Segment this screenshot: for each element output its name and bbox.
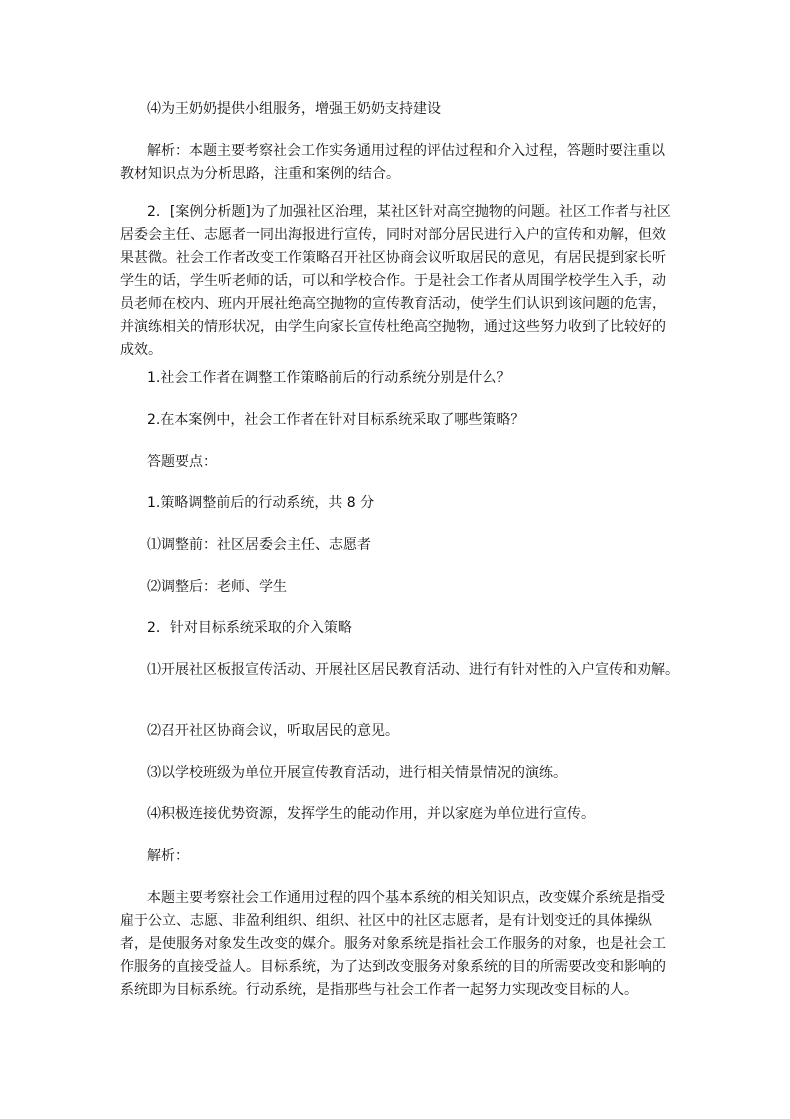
answer-1-title: 1.策略调整前后的行动系统，共 8 分 — [147, 495, 375, 511]
answer-2-item-4: ⑷积极连接优势资源，发挥学生的能动作用，并以家庭为单位进行宣传。 — [147, 806, 595, 822]
answer-1-item-2: ⑵调整后：老师、学生 — [147, 579, 287, 595]
question-1: 1.社会工作者在调整工作策略前后的行动系统分别是什么？ — [147, 370, 511, 386]
case-question-2: 2．[案例分析题]为了加强社区治理，某社区针对高空抛物的问题。社区工作者与社区居委会主任、志愿者一同出海报进行宣传，同时对部分居民进行入户的宣传和劝解，但效果甚微。社会工作者改变工作策略召开社区协商会议听取居民的意见，有居民提到家长听学生的话，学生听老师的话，可以和学校合作。于是社会工作者从周围学校学生入手，动员老师在校内、班内开展社绝高空抛物的宣传教育活动，使学生们认识到该问题的危害，并演练相关的情形状况，由学生向家长宣传杜绝高空抛物，通过这些努力收到了比较好的成效。 — [120, 204, 671, 358]
answer-2-item-2: ⑵召开社区协商会议，听取居民的意见。 — [147, 723, 399, 739]
answer-heading: 答题要点： — [147, 454, 217, 470]
q1-item-4: ⑷为王奶奶提供小组服务，增强王奶奶支持建设 — [147, 101, 441, 117]
answer-2-title: 2．针对目标系统采取的介入策略 — [147, 620, 352, 636]
answer-2-item-3: ⑶以学校班级为单位开展宣传教育活动，进行相关情景情况的演练。 — [147, 765, 567, 781]
analysis-body: 本题主要考察社会工作通用过程的四个基本系统的相关知识点，改变媒介系统是指受雇于公立、志愿、非盈利组织、组织、社区中的社区志愿者，是有计划变迁的具体操纵者，是使服务对象发生改变的媒介。服务对象系统是指社会工作服务的对象，也是社会工作服务的直接受益人。目标系统，为了达到改变服务对象系统的目的所需要改变和影响的系统即为目标系统。行动系统，是指那些与社会工作者一起努力实现改变目标的人。 — [120, 890, 666, 998]
analysis-heading: 解析： — [147, 848, 189, 864]
answer-2-item-1: ⑴开展社区板报宣传活动、开展社区居民教育活动、进行有针对性的入户宣传和劝解。 — [147, 662, 679, 678]
answer-1-item-1: ⑴调整前：社区居委会主任、志愿者 — [147, 537, 371, 553]
question-2: 2.在本案例中，社会工作者在针对目标系统采取了哪些策略？ — [147, 412, 525, 428]
q1-analysis: 解析：本题主要考察社会工作实务通用过程的评估过程和介入过程，答题时要注重以教材知识点为分析思路，注重和案例的结合。 — [120, 143, 665, 182]
